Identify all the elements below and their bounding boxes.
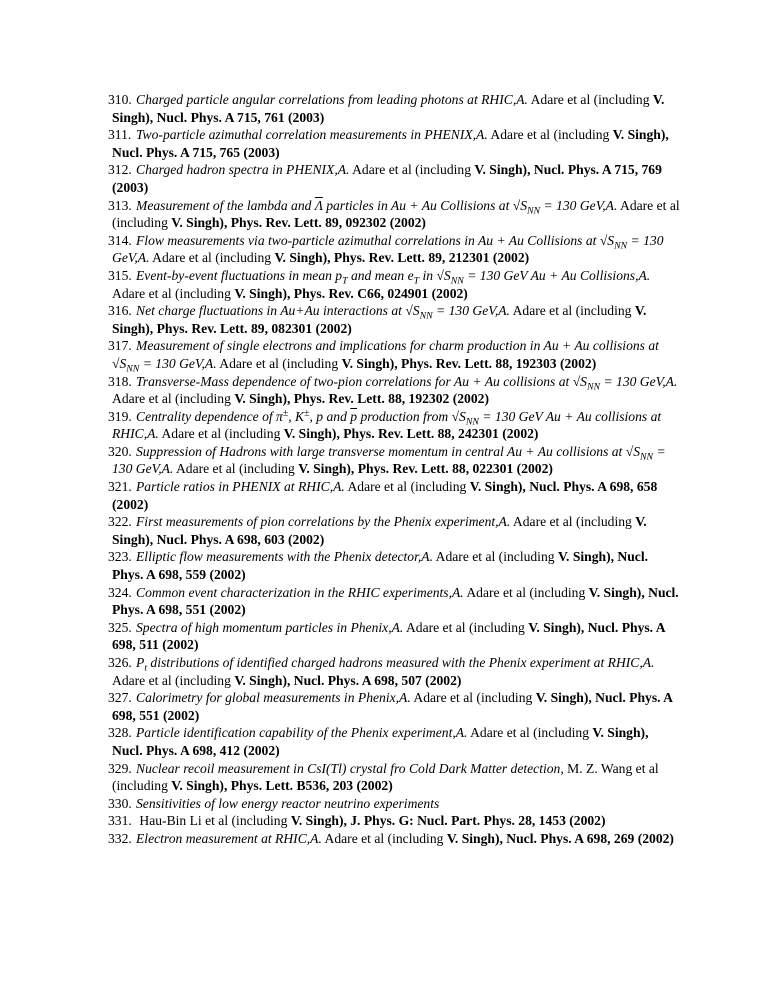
title-fragment: Flow measurements via two-particle azimuthal correlations in Au + Au Collisions at (136, 232, 600, 248)
reference-title: Common event characterization in the RHIC experiments,A. (136, 584, 464, 600)
reference-text (108, 232, 682, 267)
reference-authors: Adare et al (including (352, 162, 472, 178)
title-fragment: $\overline{\Lambda}$ (314, 197, 323, 213)
author-name: V. Singh (592, 725, 641, 741)
journal-citation: ), Nucl. Phys. A 698, 559 (2002) (112, 549, 649, 583)
journal-citation: ), Nucl. Phys. A 715, 769 (2003) (112, 162, 662, 195)
title-fragment: NN (586, 381, 601, 393)
reference-text (108, 337, 682, 375)
title-fragment: Suppression of Hadrons with large transverse momentum in central Au + Au collisions at (136, 443, 626, 459)
title-fragment: in (419, 267, 437, 283)
reference-text (108, 267, 682, 302)
title-fragment: √S (436, 267, 451, 283)
title-fragment: ± (282, 407, 289, 419)
reference-text (108, 812, 682, 830)
reference-authors: Adare et al (including (512, 303, 632, 319)
author-name: V. Singh (171, 778, 220, 794)
journal-citation: ), Phys. Rev. Lett. 88, 192302 (2002) (282, 391, 489, 407)
reference-title (136, 655, 655, 674)
reference-item (108, 812, 682, 830)
title-fragment: Centrality dependence of (136, 408, 277, 424)
reference-title (136, 267, 651, 287)
title-fragment: particles in Au + Au Collisions at (322, 197, 513, 213)
reference-title: First measurements of pion correlations by the Phenix experiment,A. (136, 514, 511, 530)
reference-authors: Hau-Bin Li et al (including (139, 813, 288, 829)
reference-item (108, 478, 682, 513)
reference-item (108, 91, 682, 126)
reference-text (108, 760, 682, 795)
reference-text (108, 724, 682, 759)
journal-citation: ), Nucl. Phys. A 698, 551 (2002) (112, 690, 673, 723)
reference-authors: Adare et al (including (219, 355, 339, 371)
reference-text (108, 548, 682, 583)
author-name: V. Singh (112, 514, 647, 547)
reference-number: 329. (108, 760, 132, 776)
reference-item (108, 654, 682, 689)
author-name: V. Singh (588, 584, 637, 600)
reference-item (108, 337, 682, 375)
title-fragment: , p and (309, 408, 351, 424)
reference-authors: Adare et al (including (175, 461, 295, 477)
title-fragment: NN (465, 416, 479, 428)
title-fragment: √S (625, 443, 640, 459)
title-fragment: √S (572, 373, 587, 389)
reference-item (108, 197, 682, 232)
reference-number: 327. (108, 690, 132, 706)
title-fragment: NN (450, 275, 464, 287)
reference-text (108, 161, 682, 196)
title-fragment: distributions of identified charged hadrons measured with the Phenix experiment at RHIC,A. (147, 655, 655, 670)
title-fragment: P (136, 655, 145, 670)
reference-number: 330. (108, 795, 132, 811)
title-fragment: NN (640, 451, 654, 463)
journal-citation: ), Phys. Lett. B536, 203 (2002) (219, 778, 393, 794)
author-name: V. Singh (112, 92, 665, 125)
reference-text (108, 795, 682, 813)
reference-title: Elliptic flow measurements with the Phenix detector,A. (136, 549, 433, 565)
reference-authors: Adare et al (including (324, 830, 444, 846)
reference-number: 315. (108, 267, 132, 283)
reference-authors: M. Z. Wang et al (including (112, 760, 659, 794)
reference-text (108, 407, 682, 443)
reference-item (108, 689, 682, 724)
author-name: V. Singh (535, 690, 584, 706)
journal-citation: ), Phys. Rev. Lett. 88, 242301 (2002) (331, 426, 539, 442)
reference-number: 322. (108, 514, 132, 530)
reference-item (108, 161, 682, 196)
title-fragment: t (144, 662, 148, 674)
reference-authors: Adare et al (including (470, 725, 590, 741)
reference-number: 321. (108, 479, 132, 495)
title-fragment: Measurement of single electrons and implications for charm production in Au + Au collisions at (136, 338, 659, 354)
reference-title (136, 197, 618, 217)
reference-item (108, 548, 682, 583)
reference-title: Nuclear recoil measurement in CsI(Tl) crystal fro Cold Dark Matter detection, (136, 760, 564, 776)
author-name: V. Singh (290, 813, 339, 829)
reference-text (108, 126, 682, 161)
author-name: V. Singh (283, 426, 332, 442)
reference-text (108, 619, 682, 654)
author-name: V. Singh (612, 127, 661, 143)
title-fragment: = 130 GeV Au + Au Collisions,A. (463, 267, 651, 283)
title-fragment: K (295, 408, 305, 424)
reference-number: 318. (108, 373, 132, 389)
reference-title (136, 373, 678, 393)
reference-item (108, 407, 682, 443)
title-fragment: π (276, 408, 283, 424)
reference-title: Sensitivities of low energy reactor neutrino experiments (136, 795, 440, 811)
title-fragment: T (342, 275, 348, 287)
reference-authors: Adare et al (including (490, 127, 610, 143)
title-fragment: Event-by-event fluctuations in mean p (136, 267, 343, 283)
title-fragment: = 130 GeV,A. (600, 373, 678, 389)
reference-authors: Adare et al (including (466, 584, 586, 600)
reference-item (108, 830, 682, 848)
title-fragment: √S (405, 303, 420, 319)
title-fragment: √S (512, 197, 528, 213)
author-name: V. Singh (234, 285, 283, 301)
reference-item (108, 232, 682, 267)
journal-citation: ), Nucl. Phys. A 698, 551 (2002) (112, 584, 679, 618)
reference-title: Electron measurement at RHIC,A. (136, 830, 322, 846)
title-fragment: NN (614, 240, 628, 252)
journal-citation: ), Nucl. Phys. A 698, 511 (2002) (112, 619, 665, 653)
reference-title: Calorimetry for global measurements in Phenix,A. (136, 690, 411, 706)
reference-number: 316. (108, 303, 132, 319)
reference-title: Spectra of high momentum particles in Phenix,A. (136, 619, 404, 635)
journal-citation: ), J. Phys. G: Nucl. Part. Phys. 28, 1453 (2002) (338, 813, 606, 829)
reference-text (108, 689, 682, 724)
author-name: V. Singh (474, 162, 523, 178)
reference-number: 320. (108, 443, 132, 459)
reference-authors: Adare et al (including (161, 426, 281, 442)
reference-number: 311. (108, 127, 132, 143)
reference-text (108, 584, 682, 619)
title-fragment: = 130 GeV,A. (139, 355, 217, 371)
reference-item (108, 267, 682, 302)
title-fragment: = 130 GeV,A. (432, 303, 510, 319)
journal-citation: ), Nucl. Phys. A 715, 765 (2003) (112, 127, 669, 160)
reference-number: 323. (108, 549, 132, 565)
title-fragment: = 130 GeV Au + Au collisions at RHIC,A. (112, 408, 662, 442)
reference-number: 313. (108, 197, 132, 213)
reference-number: 328. (108, 725, 132, 741)
reference-authors: Adare et al (including (152, 250, 272, 266)
author-name: V. Singh (298, 461, 347, 477)
journal-citation: ), Nucl. Phys. A 698, 658 (2002) (112, 479, 658, 512)
reference-text (108, 302, 682, 337)
reference-item (108, 724, 682, 759)
reference-title: Charged particle angular correlations from leading photons at RHIC,A. (136, 92, 528, 107)
reference-number: 326. (108, 655, 132, 670)
reference-authors: Adare et al (including (112, 197, 680, 231)
reference-authors: Adare et al (including (112, 285, 231, 301)
title-fragment: = 130 GeV,A. (112, 232, 664, 266)
reference-title: Particle ratios in PHENIX at RHIC,A. (136, 479, 345, 495)
journal-citation: ), Phys. Rev. Lett. 88, 192303 (2002) (389, 355, 597, 371)
title-fragment: Transverse-Mass dependence of two-pion correlations for Au + Au collisions at (136, 373, 573, 389)
reference-authors: Adare et al (including (112, 391, 231, 407)
reference-number: 332. (108, 830, 132, 846)
title-fragment: T (413, 275, 420, 287)
reference-text (108, 654, 682, 689)
author-name: V. Singh (528, 619, 577, 635)
journal-citation: ), Nucl. Phys. A 698, 412 (2002) (112, 725, 649, 758)
title-fragment: production from (357, 408, 452, 424)
title-fragment: NN (126, 363, 140, 375)
reference-authors: Adare et al (including (405, 619, 525, 635)
title-fragment: √S (599, 232, 615, 248)
reference-authors: Adare et al (including (112, 672, 231, 688)
reference-authors: Adare et al (including (512, 514, 632, 530)
reference-item (108, 302, 682, 337)
journal-citation: ), Nucl. Phys. A 698, 269 (2002) (494, 830, 674, 846)
reference-text (108, 513, 682, 548)
reference-title: Two-particle azimuthal correlation measurements in PHENIX,A. (136, 127, 488, 143)
reference-number: 324. (108, 584, 132, 600)
reference-title: Charged hadron spectra in PHENIX,A. (136, 162, 350, 178)
reference-number: 331. (108, 813, 132, 829)
journal-citation: ), Phys. Rev. Lett. 88, 022301 (2002) (346, 461, 553, 477)
reference-item (108, 619, 682, 654)
reference-authors: Adare et al (including (530, 92, 650, 107)
title-fragment: and mean e (347, 267, 414, 283)
journal-citation: ), Phys. Rev. C66, 024901 (2002) (282, 285, 468, 301)
title-fragment: Measurement of the lambda and (136, 197, 315, 213)
reference-authors: Adare et al (including (435, 549, 555, 565)
journal-citation: ), Nucl. Phys. A 698, 507 (2002) (282, 672, 462, 688)
reference-title (136, 303, 510, 322)
title-fragment: Net charge fluctuations in Au+Au interactions at (136, 303, 406, 319)
author-name: V. Singh (234, 391, 283, 407)
reference-item (108, 795, 682, 813)
author-name: V. Singh (274, 250, 323, 266)
reference-authors: Adare et al (including (413, 690, 533, 706)
reference-item (108, 126, 682, 161)
reference-text (108, 830, 682, 848)
reference-item (108, 760, 682, 795)
title-fragment: = 130 GeV,A. (540, 197, 618, 213)
reference-number: 317. (108, 338, 132, 354)
reference-title: Particle identification capability of the Phenix experiment,A. (136, 725, 468, 741)
reference-text (108, 478, 682, 513)
reference-text (108, 197, 682, 232)
title-fragment: NN (419, 310, 433, 322)
journal-citation: ), Nucl. Phys. A 698, 603 (2002) (145, 531, 325, 547)
journal-citation: ), Nucl. Phys. A 715, 761 (2003) (145, 109, 325, 125)
author-name: V. Singh (469, 479, 518, 495)
reference-item (108, 443, 682, 478)
title-fragment: = 130 GeV,A. (112, 443, 666, 477)
reference-text (108, 373, 682, 408)
title-fragment: , (288, 408, 296, 424)
title-fragment: $\overline{p}$ (350, 408, 358, 424)
reference-number: 312. (108, 162, 132, 178)
author-name: V. Singh (341, 355, 390, 371)
author-name: V. Singh (112, 303, 647, 336)
journal-citation: ), Phys. Rev. Lett. 89, 092302 (2002) (219, 215, 426, 231)
title-fragment: √S (112, 355, 127, 371)
reference-number: 319. (108, 408, 132, 424)
reference-item (108, 584, 682, 619)
reference-authors: Adare et al (including (347, 479, 467, 495)
reference-text (108, 443, 682, 478)
journal-citation: ), Phys. Rev. Lett. 89, 082301 (2002) (145, 320, 352, 336)
author-name: V. Singh (171, 215, 220, 231)
title-fragment: NN (527, 205, 541, 217)
reference-number: 325. (108, 619, 132, 635)
title-fragment: ± (304, 407, 310, 419)
journal-citation: ), Phys. Rev. Lett. 89, 212301 (2002) (322, 250, 530, 266)
reference-list (108, 91, 682, 848)
author-name: V. Singh (557, 549, 607, 565)
reference-text (108, 91, 682, 126)
reference-number: 310. (108, 92, 132, 107)
author-name: V. Singh (234, 672, 283, 688)
reference-number: 314. (108, 232, 132, 248)
title-fragment: √S (451, 408, 466, 424)
reference-item (108, 513, 682, 548)
author-name: V. Singh (446, 830, 495, 846)
reference-item (108, 373, 682, 408)
